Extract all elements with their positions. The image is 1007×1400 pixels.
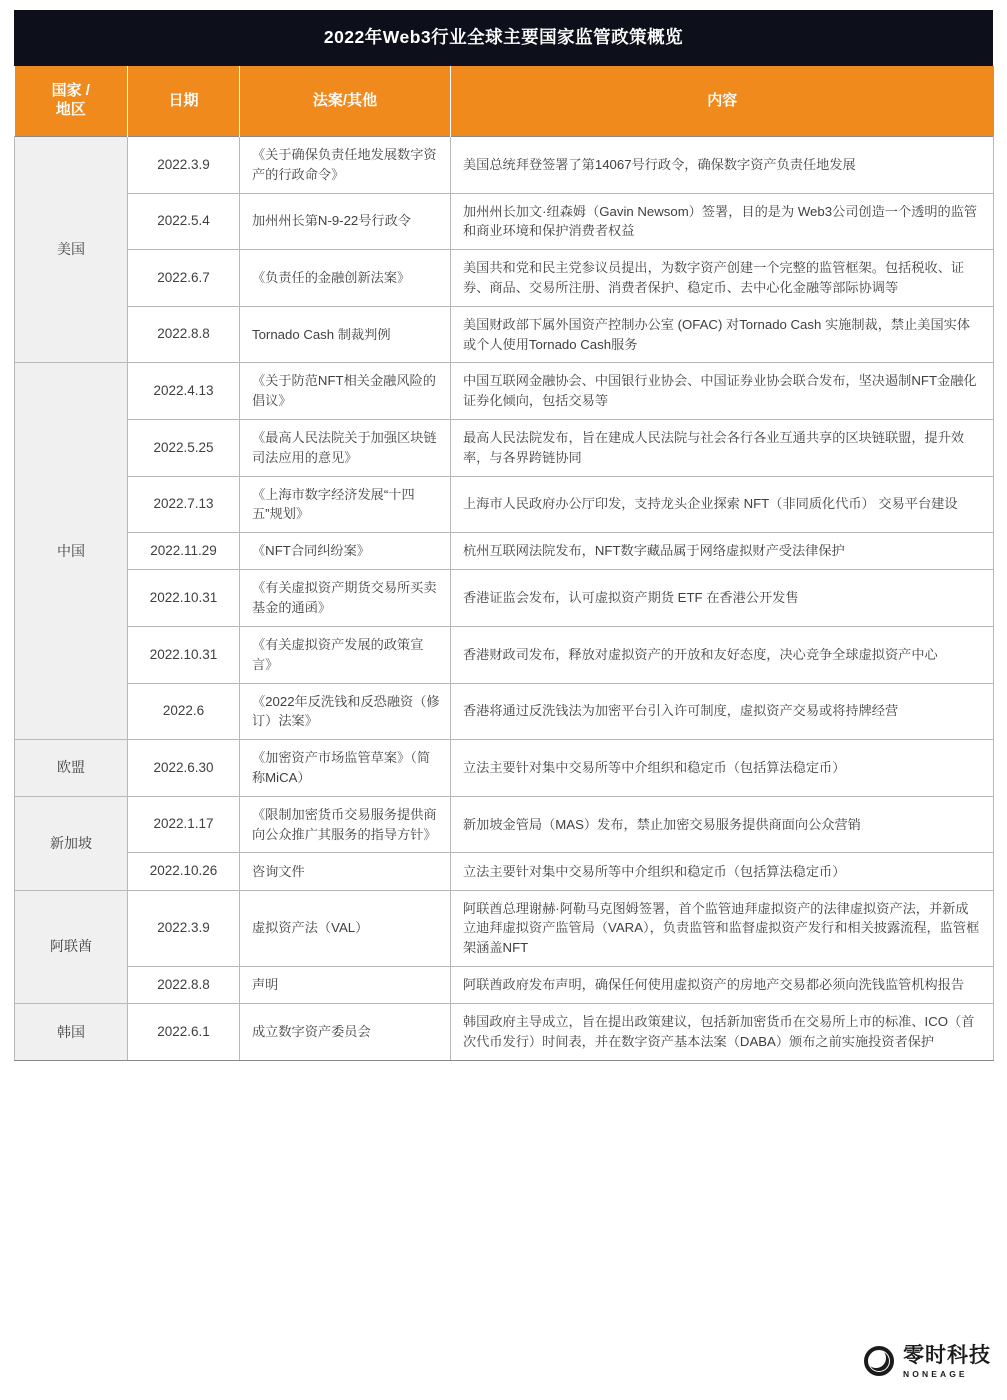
table-row — [15, 570, 994, 627]
cell-act: 《加密资产市场监管草案》（简称MiCA） — [240, 740, 451, 797]
cell-country: 中国 — [15, 363, 128, 740]
cell-act: 《NFT合同纠纷案》 — [240, 533, 451, 570]
page-title: 2022年Web3行业全球主要国家监管政策概览 — [323, 27, 684, 48]
table-row — [15, 1004, 994, 1061]
policy-table — [14, 66, 994, 1061]
table-row — [15, 137, 994, 194]
cell-content: 新加坡金管局（MAS）发布，禁止加密交易服务提供商面向公众营销 — [451, 796, 994, 853]
logo-chinese-name: 零时科技 — [903, 1343, 991, 1367]
cell-content: 美国财政部下属外国资产控制办公室 (OFAC) 对Tornado Cash 实施制裁，禁止美国实体或个人使用Tornado Cash服务 — [451, 306, 994, 363]
table-body — [15, 137, 994, 1061]
cell-act: 《关于确保负责任地发展数字资产的行政命令》 — [240, 137, 451, 194]
cell-content: 中国互联网金融协会、中国银行业协会、中国证券业协会联合发布，坚决遏制NFT金融化证券化倾向，包括交易等 — [451, 363, 994, 420]
table-row — [15, 250, 994, 307]
cell-act: 《限制加密货币交易服务提供商向公众推广其服务的指导方针》 — [240, 796, 451, 853]
cell-act: 声明 — [240, 967, 451, 1004]
cell-content: 香港将通过反洗钱法为加密平台引入许可制度，虚拟资产交易或将持牌经营 — [451, 683, 994, 740]
cell-date: 2022.1.17 — [128, 796, 240, 853]
table-row — [15, 193, 994, 250]
cell-content: 香港证监会发布，认可虚拟资产期货 ETF 在香港公开发售 — [451, 570, 994, 627]
column-header-content: 内容 — [451, 66, 994, 137]
table-header-row — [15, 66, 994, 137]
cell-content: 最高人民法院发布，旨在建成人民法院与社会各行各业互通共享的区块链联盟，提升效率，与各界跨链协同 — [451, 419, 994, 476]
cell-country: 新加坡 — [15, 796, 128, 890]
column-header-date: 日期 — [128, 66, 240, 137]
cell-country: 美国 — [15, 137, 128, 363]
cell-content: 阿联酋总理谢赫·阿勒马克图姆签署，首个监管迪拜虚拟资产的法律虚拟资产法，并新成立迪拜虚拟资产监管局（VARA），负责监管和监督虚拟资产发行和相关披露流程，监管框架涵盖NFT — [451, 890, 994, 966]
table-row — [15, 796, 994, 853]
cell-act: 《有关虚拟资产期货交易所买卖基金的通函》 — [240, 570, 451, 627]
table-row — [15, 306, 994, 363]
cell-country: 韩国 — [15, 1004, 128, 1061]
cell-date: 2022.7.13 — [128, 476, 240, 533]
cell-date: 2022.3.9 — [128, 890, 240, 966]
cell-country: 阿联酋 — [15, 890, 128, 1004]
cell-content: 加州州长加文·纽森姆（Gavin Newsom）签署，目的是为 Web3公司创造一个透明的监管和商业环境和保护消费者权益 — [451, 193, 994, 250]
table-row — [15, 533, 994, 570]
table-row — [15, 419, 994, 476]
table-row — [15, 740, 994, 797]
cell-content: 香港财政司发布，释放对虚拟资产的开放和友好态度，决心竞争全球虚拟资产中心 — [451, 627, 994, 684]
noneage-logo-icon — [864, 1346, 894, 1376]
cell-act: 《负责任的金融创新法案》 — [240, 250, 451, 307]
cell-date: 2022.8.8 — [128, 967, 240, 1004]
cell-content: 立法主要针对集中交易所等中介组织和稳定币（包括算法稳定币） — [451, 740, 994, 797]
column-header-act: 法案/其他 — [240, 66, 451, 137]
column-header-country — [15, 66, 128, 137]
cell-date: 2022.5.25 — [128, 419, 240, 476]
cell-act: 《有关虚拟资产发展的政策宣言》 — [240, 627, 451, 684]
cell-date: 2022.6.7 — [128, 250, 240, 307]
table-row — [15, 890, 994, 966]
cell-content: 杭州互联网法院发布，NFT数字藏品属于网络虚拟财产受法律保护 — [451, 533, 994, 570]
page-title-bar — [14, 10, 993, 66]
cell-act: Tornado Cash 制裁判例 — [240, 306, 451, 363]
cell-act: 加州州长第N-9-22号行政令 — [240, 193, 451, 250]
table-row — [15, 683, 994, 740]
cell-date: 2022.6.1 — [128, 1004, 240, 1061]
table-row — [15, 476, 994, 533]
cell-content: 韩国政府主导成立，旨在提出政策建议，包括新加密货币在交易所上市的标准、ICO（首次代币发行）时间表，并在数字资产基本法案（DABA）颁布之前实施投资者保护 — [451, 1004, 994, 1061]
table-row — [15, 627, 994, 684]
logo-wordmark — [903, 1345, 991, 1379]
cell-date: 2022.10.31 — [128, 627, 240, 684]
cell-act: 《关于防范NFT相关金融风险的倡议》 — [240, 363, 451, 420]
table-row — [15, 853, 994, 890]
logo-english-name: NONEAGE — [903, 1368, 968, 1379]
cell-content: 阿联酋政府发布声明，确保任何使用虚拟资产的房地产交易都必须向洗钱监管机构报告 — [451, 967, 994, 1004]
table-row — [15, 363, 994, 420]
cell-act: 《上海市数字经济发展“十四五”规划》 — [240, 476, 451, 533]
column-header-country-line1: 国家 / — [51, 82, 90, 100]
cell-country: 欧盟 — [15, 740, 128, 797]
cell-date: 2022.5.4 — [128, 193, 240, 250]
cell-date: 2022.6.30 — [128, 740, 240, 797]
cell-act: 《2022年反洗钱和反恐融资（修订）法案》 — [240, 683, 451, 740]
cell-content: 立法主要针对集中交易所等中介组织和稳定币（包括算法稳定币） — [451, 853, 994, 890]
cell-content: 美国总统拜登签署了第14067号行政令，确保数字资产负责任地发展 — [451, 137, 994, 194]
cell-date: 2022.3.9 — [128, 137, 240, 194]
table-head — [15, 66, 994, 137]
cell-act: 咨询文件 — [240, 853, 451, 890]
table-row — [15, 967, 994, 1004]
cell-date: 2022.10.31 — [128, 570, 240, 627]
cell-content: 上海市人民政府办公厅印发，支持龙头企业探索 NFT（非同质化代币） 交易平台建设 — [451, 476, 994, 533]
column-header-country-line2: 地区 — [55, 101, 86, 118]
cell-date: 2022.11.29 — [128, 533, 240, 570]
cell-content: 美国共和党和民主党参议员提出，为数字资产创建一个完整的监管框架。包括税收、证券、商品、交易所注册、消费者保护、稳定币、去中心化金融等部际协调等 — [451, 250, 994, 307]
footer-brand — [864, 1345, 991, 1379]
cell-act: 成立数字资产委员会 — [240, 1004, 451, 1061]
cell-act: 《最高人民法院关于加强区块链司法应用的意见》 — [240, 419, 451, 476]
cell-date: 2022.4.13 — [128, 363, 240, 420]
cell-date: 2022.10.26 — [128, 853, 240, 890]
cell-date: 2022.6 — [128, 683, 240, 740]
cell-act: 虚拟资产法（VAL） — [240, 890, 451, 966]
cell-date: 2022.8.8 — [128, 306, 240, 363]
